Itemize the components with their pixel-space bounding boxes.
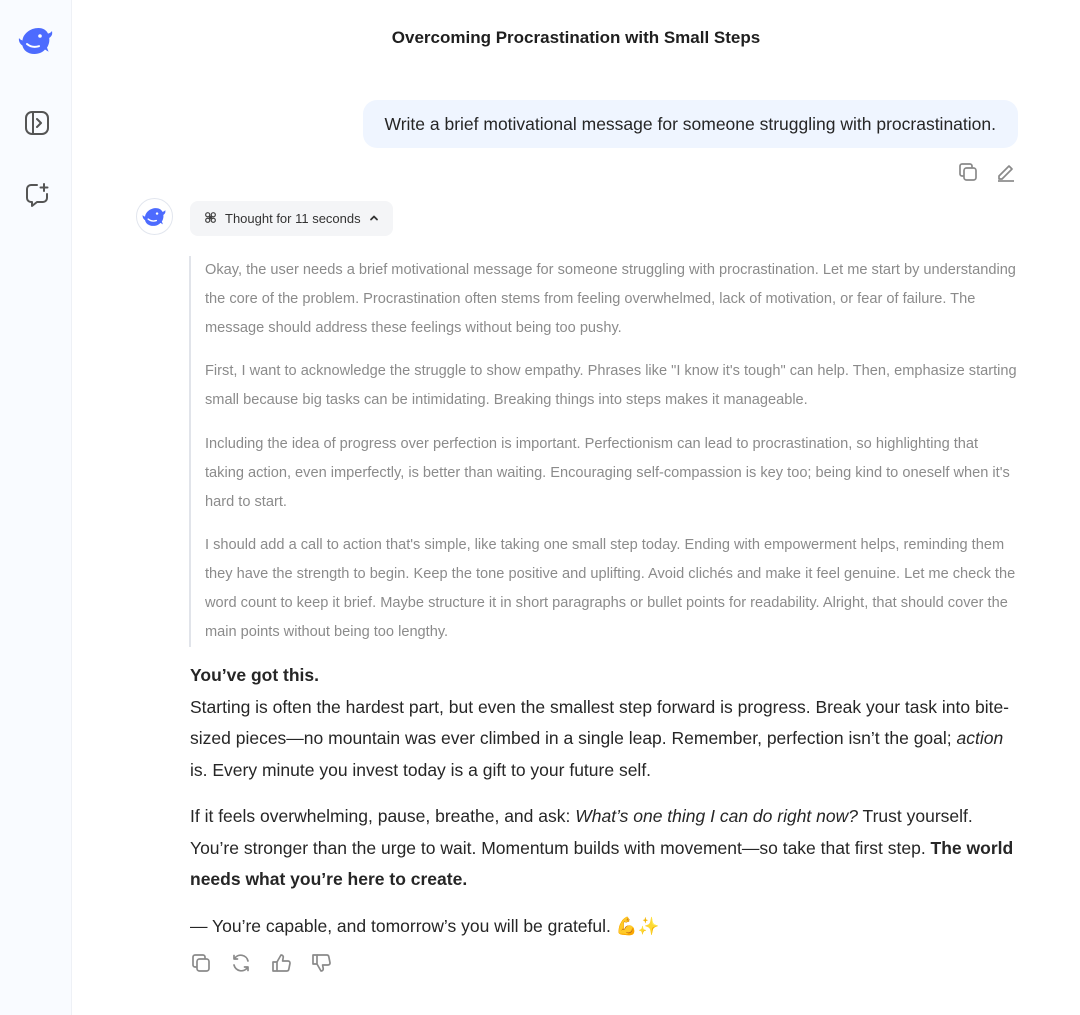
thought-toggle-button[interactable] xyxy=(190,201,393,236)
answer-strong: The world needs what you’re here to create. xyxy=(190,837,1014,889)
chevron-up-icon xyxy=(369,211,379,226)
deepseek-logo-icon[interactable] xyxy=(18,22,56,60)
regenerate-icon[interactable] xyxy=(229,951,253,975)
answer-paragraph-3: — You’re capable, and tomorrow’s you will be grateful. 💪✨ xyxy=(190,915,660,936)
thinking-content xyxy=(189,256,1019,647)
answer-emphasis: What’s one thing I can do right now? xyxy=(575,806,858,826)
user-message-bubble: Write a brief motivational message for someone struggling with procrastination. xyxy=(363,100,1019,148)
new-chat-icon[interactable] xyxy=(18,176,56,214)
thinking-paragraph: First, I want to acknowledge the struggle to show empathy. Phrases like "I know it's tough" can help. Then, emphasize starting small because big tasks can be intimidating. Breaking things into steps makes it manageable. xyxy=(205,363,1017,409)
thought-label: Thought for 11 seconds xyxy=(225,211,361,226)
thumbs-down-icon[interactable] xyxy=(309,951,333,975)
answer-emphasis: action xyxy=(956,728,1004,748)
answer-text: Starting is often the hardest part, but even the smallest step forward is progress. Break your task into bite-sized pieces—no mountain was ever climbed in a single leap. Remember, perfection isn’t the goal; xyxy=(190,696,1010,748)
edit-icon[interactable] xyxy=(994,160,1018,184)
answer-actions xyxy=(189,951,333,975)
assistant-avatar xyxy=(136,198,173,235)
answer-text: is. Every minute you invest today is a gift to your future self. xyxy=(190,759,652,780)
sidebar xyxy=(0,0,72,1015)
answer-paragraph-1 xyxy=(190,692,1020,787)
thinking-paragraph: Okay, the user needs a brief motivational message for someone struggling with procrastination. Let me start by understanding the core of the problem. Procrastination often stems from feeling overwhelmed, lack of motivation, or fear of failure. The message should address these feelings without being too pushy. xyxy=(205,262,1016,336)
user-message-actions xyxy=(956,160,1018,184)
thinking-paragraph: I should add a call to action that's simple, like taking one small step today. Ending with empowerment helps, reminding them they have the strength to begin. Keep the tone positive and uplifting. Avoid clichés and make it feel genuine. Let me check the word count to keep it brief. Maybe structure it in short paragraphs or bullet points for readability. Alright, that should cover the main points without being too lengthy. xyxy=(205,537,1016,640)
answer-heading: You’ve got this. xyxy=(190,665,319,685)
answer-paragraph-2 xyxy=(190,801,1020,896)
copy-icon[interactable] xyxy=(189,951,213,975)
deep-think-icon xyxy=(204,211,217,227)
thinking-paragraph: Including the idea of progress over perfection is important. Perfectionism can lead to procrastination, so highlighting that taking action, even imperfectly, is better than waiting. Encouraging self-compassion is key too; being kind to oneself when it's hard to start. xyxy=(205,435,1010,510)
answer-text: If it feels overwhelming, pause, breathe, and ask: xyxy=(190,806,576,826)
copy-icon[interactable] xyxy=(956,160,980,184)
thumbs-up-icon[interactable] xyxy=(269,951,293,975)
conversation-title: Overcoming Procrastination with Small Steps xyxy=(391,28,761,47)
answer-text: Trust yourself. You’re stronger than the urge to wait. Momentum builds with movement—so take that first step. xyxy=(190,806,973,858)
sidebar-toggle-icon[interactable] xyxy=(18,104,56,142)
assistant-answer xyxy=(190,660,1020,957)
